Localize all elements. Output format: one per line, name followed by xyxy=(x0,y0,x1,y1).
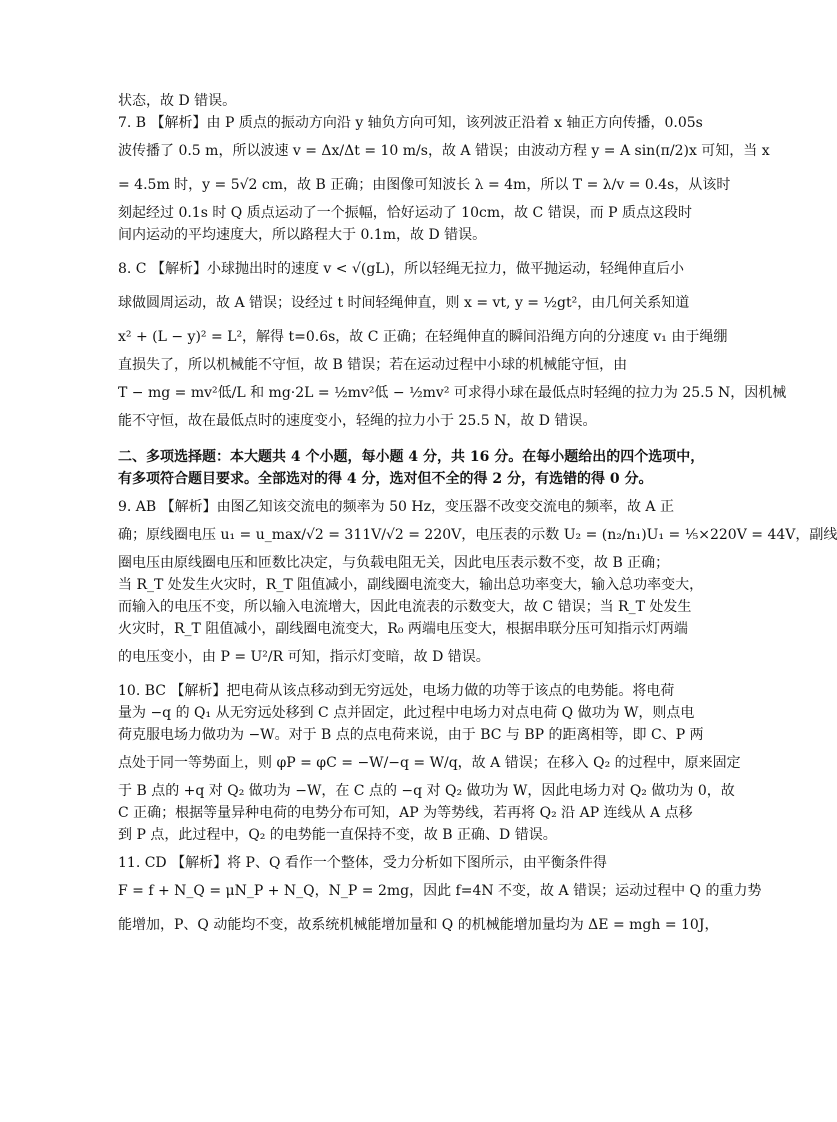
text-line: 能不守恒，故在最低点时的速度变小，轻绳的拉力小于 25.5 N，故 D 错误。 xyxy=(118,413,597,429)
text-line: F = f + N_Q = μN_P + N_Q，N_P = 2mg，因此 f=4N 不变，故 A 错误；运动过程中 Q 的重力势 xyxy=(118,883,762,899)
text-line: 火灾时，R_T 阻值减小，副线圈电流变大，R₀ 两端电压变大，根据串联分压可知指示灯两端 xyxy=(118,621,688,637)
answer-q8 xyxy=(118,252,787,432)
answer-q10 xyxy=(118,680,741,846)
solution-page xyxy=(118,90,837,948)
text-line: 间内运动的平均速度大，所以路程大于 0.1m，故 D 错误。 xyxy=(118,227,487,243)
text-line: 有多项符合题目要求。全部选对的得 4 分，选对但不全的得 2 分，有选错的得 0 分。 xyxy=(118,471,653,487)
text-line: 荷克服电场力做功为 −W。对于 B 点的点电荷来说，由于 BC 与 BP 的距离相等，即 C、P 两 xyxy=(118,727,704,743)
text-line: 圈电压由原线圈电压和匝数比决定，与负载电阻无关，因此电压表示数不变，故 B 正确； xyxy=(118,555,670,571)
text-line: 状态，故 D 错误。 xyxy=(118,93,237,109)
text-line: x² + (L − y)² = L²，解得 t=0.6s，故 C 正确；在轻绳伸直的瞬间沿绳方向的分速度 v₁ 由于绳绷 xyxy=(118,329,728,345)
text-line: 7. B 【解析】由 P 质点的振动方向沿 y 轴负方向可知，该列波正沿着 x 轴正方向传播，0.05s xyxy=(118,115,703,131)
text-line: 能增加，P、Q 动能均不变，故系统机械能增加量和 Q 的机械能增加量均为 ΔE = mgh = 10J， xyxy=(118,917,719,933)
text-line: C 正确；根据等量异种电荷的电势分布可知，AP 为等势线，若再将 Q₂ 沿 AP 连线从 A 点移 xyxy=(118,805,693,821)
answer-q11 xyxy=(118,852,762,942)
text-line: = 4.5m 时，y = 5√2 cm，故 B 正确；由图像可知波长 λ = 4m，所以 T = λ/v = 0.4s，从该时 xyxy=(118,177,731,193)
text-line: 10. BC 【解析】把电荷从该点移动到无穷远处，电场力做的功等于该点的电势能。将电荷 xyxy=(118,683,675,699)
text-line: T − mg = mv²低/L 和 mg·2L = ½mv²低 − ½mv² 可求得小球在最低点时轻绳的拉力为 25.5 N，因机械 xyxy=(118,385,787,401)
text-line: 的电压变小，由 P = U²/R 可知，指示灯变暗，故 D 错误。 xyxy=(118,649,490,665)
answer-q7 xyxy=(118,112,770,246)
text-line: 直损失了，所以机械能不守恒，故 B 错误；若在运动过程中小球的机械能守恒，由 xyxy=(118,357,628,373)
text-line: 量为 −q 的 Q₁ 从无穷远处移到 C 点并固定，此过程中电场力对点电荷 Q 做功为 W，则点电 xyxy=(118,705,695,721)
text-line: 而输入的电压不变，所以输入电流增大，因此电流表的示数变大，故 C 错误；当 R_T 处发生 xyxy=(118,599,692,615)
text-line: 当 R_T 处发生火灾时，R_T 阻值减小，副线圈电流变大，输出总功率变大，输入总功率变大， xyxy=(118,577,704,593)
text-line: 刻起经过 0.1s 时 Q 质点运动了一个振幅，恰好运动了 10cm，故 C 错误，而 P 质点这段时 xyxy=(118,205,693,221)
text-line: 8. C 【解析】小球抛出时的速度 v < √(gL)，所以轻绳无拉力，做平抛运动，轻绳伸直后小 xyxy=(118,261,685,277)
text-line: 点处于同一等势面上，则 φP = φC = −W/−q = W/q，故 A 错误；在移入 Q₂ 的过程中，原来固定 xyxy=(118,755,741,771)
text-line: 11. CD 【解析】将 P、Q 看作一个整体，受力分析如下图所示，由平衡条件得 xyxy=(118,855,607,871)
text-line: 球做圆周运动，故 A 错误；设经过 t 时间轻绳伸直，则 x = vt, y = ½gt²，由几何关系知道 xyxy=(118,295,690,311)
text-line: 9. AB 【解析】由图乙知该交流电的频率为 50 Hz，变压器不改变交流电的频率，故 A 正 xyxy=(118,499,674,515)
text-line: 确；原线圈电压 u₁ = u_max/√2 = 311V/√2 = 220V，电压表的示数 U₂ = (n₂/n₁)U₁ = ⅕×220V = 44V，副线 xyxy=(118,527,837,543)
text-line: 到 P 点，此过程中，Q₂ 的电势能一直保持不变，故 B 正确、D 错误。 xyxy=(118,827,557,843)
section-heading-multiple-choice xyxy=(118,446,705,490)
text-line: 二、多项选择题：本大题共 4 个小题，每小题 4 分，共 16 分。在每小题给出的四个选项中， xyxy=(118,449,705,465)
text-line: 于 B 点的 +q 对 Q₂ 做功为 −W，在 C 点的 −q 对 Q₂ 做功为 W，因此电场力对 Q₂ 做功为 0，故 xyxy=(118,783,735,799)
text-line: 波传播了 0.5 m，所以波速 v = Δx/Δt = 10 m/s，故 A 错误；由波动方程 y = A sin(π/2)x 可知，当 x xyxy=(118,143,770,159)
answer-q9 xyxy=(118,496,837,674)
